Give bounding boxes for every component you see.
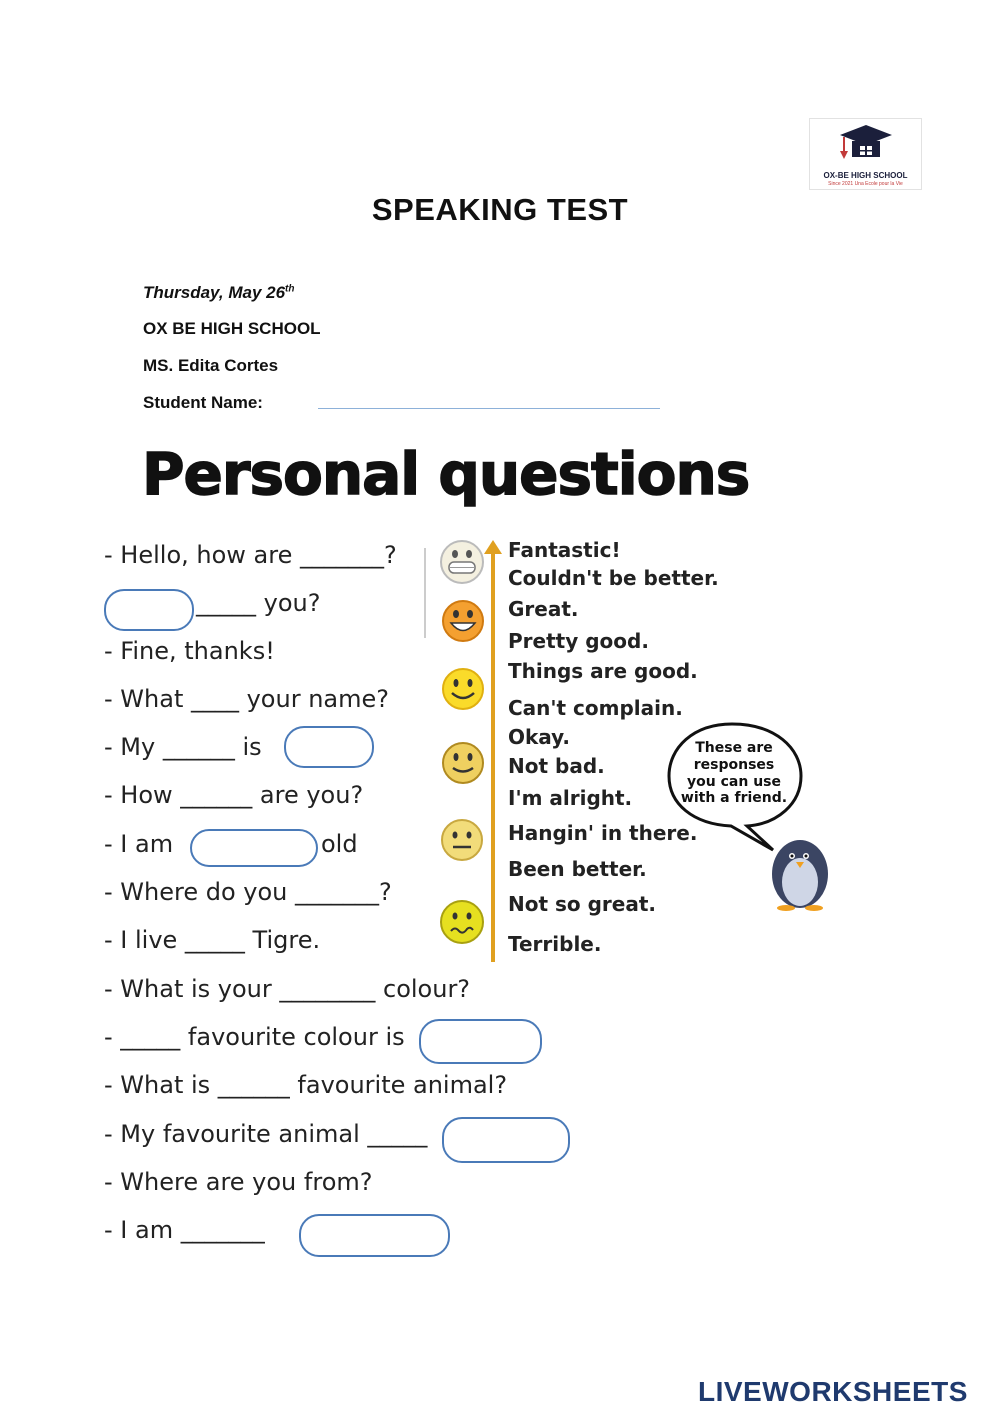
- response-12: Not so great.: [508, 892, 657, 916]
- question-1: - Hello, how are _______?: [104, 541, 397, 569]
- penguin-icon: [766, 830, 836, 912]
- school-name: OX BE HIGH SCHOOL: [143, 319, 321, 338]
- arrow-up-icon: [484, 540, 502, 554]
- big-smile-face-icon: [440, 598, 486, 644]
- logo-name: OX-BE HIGH SCHOOL: [823, 171, 908, 180]
- answer-box-1[interactable]: [104, 589, 194, 631]
- mood-scale-arrow: [491, 554, 495, 962]
- question-10: - What is your ________ colour?: [104, 975, 471, 1003]
- response-6: Can't complain.: [508, 696, 683, 720]
- logo-tagline: Since 2021 Una Ecole pour la Vie: [828, 181, 903, 187]
- school-logo: [809, 118, 922, 190]
- response-8: Not bad.: [508, 754, 605, 778]
- response-1: Fantastic!: [508, 538, 621, 562]
- teacher-name: MS. Edita Cortes: [143, 356, 279, 375]
- question-2: _____ you?: [196, 589, 321, 617]
- answer-box-5[interactable]: [442, 1117, 570, 1163]
- school-cap-icon: [810, 119, 923, 171]
- question-9: - I live _____ Tigre.: [104, 926, 321, 954]
- question-13: - My favourite animal _____: [104, 1120, 436, 1148]
- page-title: SPEAKING TEST: [371, 192, 629, 227]
- divider: [424, 548, 426, 638]
- test-date-suffix: th: [285, 283, 295, 295]
- question-8: - Where do you _______?: [104, 878, 392, 906]
- response-2: Couldn't be better.: [508, 566, 719, 590]
- answer-box-2[interactable]: [284, 726, 374, 768]
- question-5: - My ______ is: [104, 733, 270, 761]
- response-11: Been better.: [508, 857, 647, 881]
- response-7: Okay.: [508, 725, 570, 749]
- section-heading: Personal questions: [142, 440, 750, 508]
- answer-box-6[interactable]: [299, 1214, 450, 1257]
- question-6: - How ______ are you?: [104, 781, 364, 809]
- test-date-text: Thursday, May 26: [143, 283, 286, 302]
- question-11: - _____ favourite colour is: [104, 1023, 413, 1051]
- response-13: Terrible.: [508, 932, 602, 956]
- response-4: Pretty good.: [508, 629, 649, 653]
- bubble-line-4: with a friend.: [680, 790, 788, 806]
- slight-smile-face-icon: [440, 740, 486, 786]
- question-3: - Fine, thanks!: [104, 637, 275, 665]
- grinning-face-icon: [438, 538, 486, 586]
- bubble-line-3: you can use: [687, 774, 781, 790]
- student-name-label: Student Name:: [143, 393, 263, 412]
- liveworksheets-footer: LIVEWORKSHEETS: [698, 1376, 968, 1407]
- answer-box-4[interactable]: [419, 1019, 542, 1064]
- student-name-field[interactable]: [318, 408, 660, 409]
- question-4: - What ____ your name?: [104, 685, 389, 713]
- worried-face-icon: [438, 898, 486, 946]
- question-15: - I am _______: [104, 1216, 273, 1244]
- question-14: - Where are you from?: [104, 1168, 373, 1196]
- bubble-line-1: These are: [695, 740, 773, 756]
- response-9: I'm alright.: [508, 786, 633, 810]
- response-5: Things are good.: [508, 659, 698, 683]
- question-12: - What is ______ favourite animal?: [104, 1071, 508, 1099]
- answer-box-3[interactable]: [190, 829, 318, 867]
- neutral-face-icon: [439, 817, 485, 863]
- bubble-line-2: responses: [693, 757, 775, 773]
- question-7: - I am: [104, 830, 174, 858]
- smile-face-icon: [440, 666, 486, 712]
- question-7-end: old: [321, 830, 358, 858]
- response-10: Hangin' in there.: [508, 821, 698, 845]
- response-3: Great.: [508, 597, 579, 621]
- test-date: [143, 283, 295, 303]
